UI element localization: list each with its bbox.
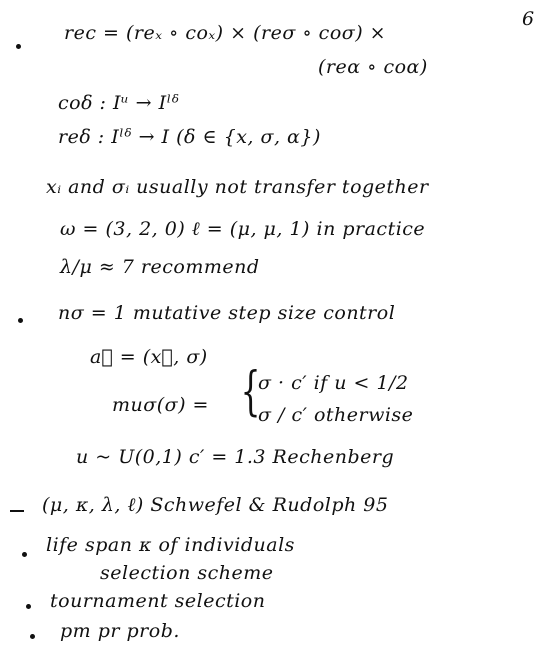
case-one: σ · c′ if u < 1/2 xyxy=(258,372,409,394)
transfer-note: xᵢ and σᵢ usually not transfer together xyxy=(46,176,429,198)
bullet xyxy=(22,552,27,557)
lambda-mu-line: λ/μ ≈ 7 recommend xyxy=(60,256,260,278)
bullet xyxy=(16,44,21,49)
brace: { xyxy=(240,362,261,422)
bullet xyxy=(30,634,35,639)
tournament-selection-line: tournament selection xyxy=(50,590,266,612)
selection-scheme-line: selection scheme xyxy=(100,562,274,584)
crossover-operator-line: coδ : Iᵘ → Iˡᵟ xyxy=(58,92,180,114)
uniform-distribution-line: u ~ U(0,1) c′ = 1.3 Rechenberg xyxy=(76,446,395,468)
recombination-formula-line-1: rec = (reₓ ∘ coₓ) × (reσ ∘ coσ) × xyxy=(64,22,387,44)
dash-bullet xyxy=(10,510,24,512)
bullet xyxy=(18,318,23,323)
schwefel-rudolph-line: (μ, κ, λ, ℓ) Schwefel & Rudolph 95 xyxy=(42,494,389,516)
pm-pr-prob-line: pm pr prob. xyxy=(60,620,180,642)
omega-ell-line: ω = (3, 2, 0) ℓ = (μ, μ, 1) in practice xyxy=(60,218,426,240)
a-vector-line: a⃗ = (x⃗, σ) xyxy=(90,346,208,368)
case-two: σ / c′ otherwise xyxy=(258,404,414,426)
page-number: 6 xyxy=(522,8,535,30)
life-span-line: life span κ of individuals xyxy=(46,534,295,556)
n-sigma-line: nσ = 1 mutative step size control xyxy=(58,302,396,324)
mutation-sigma-label: muσ(σ) = xyxy=(112,394,209,416)
recombination-formula-line-2: (reα ∘ coα) xyxy=(318,56,428,78)
bullet xyxy=(26,604,31,609)
recombination-operator-line: reδ : Iˡᵟ → I (δ ∈ {x, σ, α}) xyxy=(58,126,321,148)
